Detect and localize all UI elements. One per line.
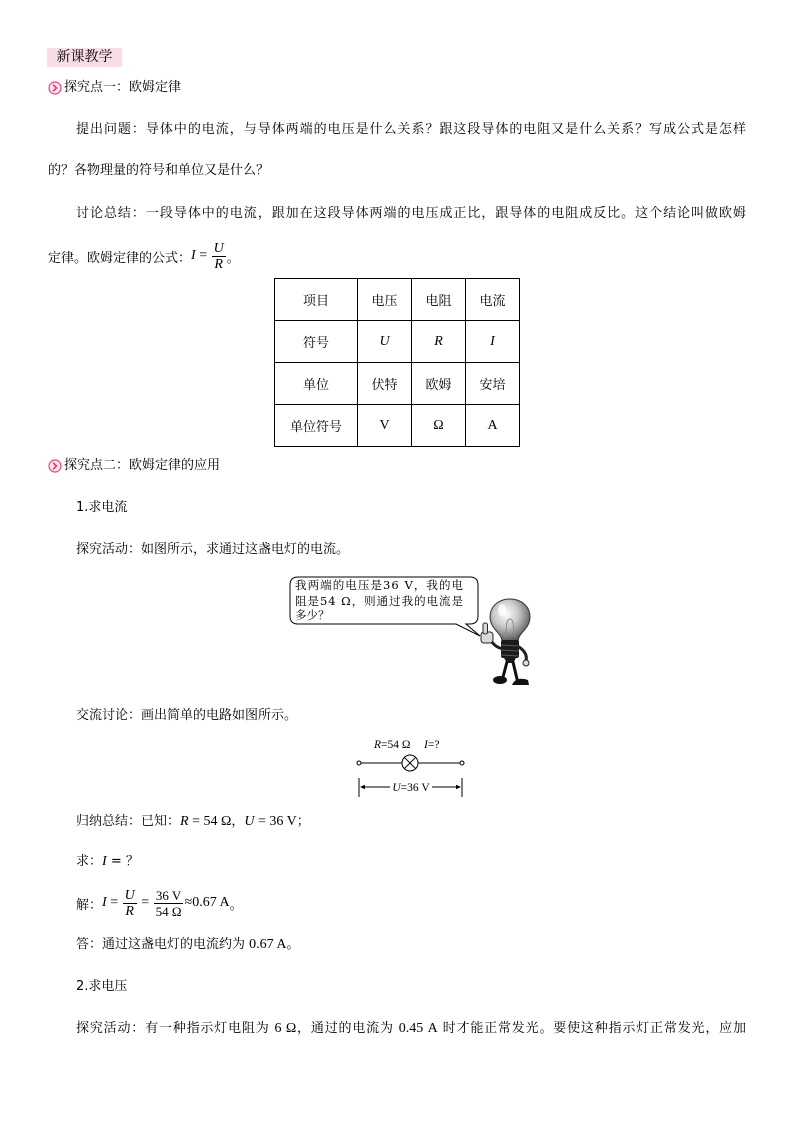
summary-line-2 <box>48 240 240 272</box>
lamp-symbol-icon <box>402 755 418 771</box>
table-header-cell: 电流 <box>466 279 520 321</box>
table-cell: 伏特 <box>358 363 412 405</box>
find-line <box>76 854 139 870</box>
bubble-text-line: 我两端的电压是36 V，我的电 <box>295 578 463 592</box>
mascot-right-shoe <box>512 679 529 685</box>
fraction-denominator: R <box>214 256 223 272</box>
current-symbol: I <box>102 895 107 910</box>
part1-discussion: 交流讨论：画出简单的电路如图所示。 <box>76 708 298 723</box>
table-row <box>275 321 520 363</box>
speaking-bulb-illustration <box>288 575 538 695</box>
answer-prefix: 答：通过这盏电灯的电流约为 <box>76 937 250 952</box>
terminal-dot <box>460 761 464 765</box>
point2-title: 探究点二：欧姆定律的应用 <box>64 458 221 473</box>
question-line-2: 的？各物理量的符号和单位又是什么？ <box>48 163 270 178</box>
activity-text: ，通过的电流为 <box>296 1021 399 1036</box>
bubble-text-line: 阻是54 Ω，则通过我的电流是 <box>295 594 463 608</box>
chevron-circle-icon <box>48 81 62 95</box>
resistance-value: 6 Ω <box>274 1021 297 1036</box>
part2-activity <box>76 1021 746 1037</box>
resistance-symbol: R <box>374 739 382 751</box>
solution-result: ≈0.67 A <box>184 895 230 910</box>
mascot-right-arm <box>519 647 526 661</box>
table-cell: A <box>466 405 520 447</box>
table-cell: 单位符号 <box>275 405 358 447</box>
voltage-label <box>392 782 430 794</box>
section-badge: 新课教学 <box>47 48 122 67</box>
summary-line-2-suffix: 。 <box>226 250 240 266</box>
terminal-dot <box>357 761 361 765</box>
resistance-label <box>373 739 410 751</box>
equals-sign: = <box>106 895 122 910</box>
find-prefix: 求： <box>76 854 103 869</box>
table-cell: V <box>358 405 412 447</box>
table-cell: 符号 <box>275 321 358 363</box>
current-value: 0.45 A <box>398 1021 438 1036</box>
table-cell: I <box>466 321 520 363</box>
fraction-denominator: R <box>125 903 134 919</box>
voltage-value: = 36 V <box>254 814 297 829</box>
current-label <box>423 739 439 751</box>
fraction-numerator: U <box>213 240 224 256</box>
given-separator: ， <box>231 814 245 829</box>
chevron-circle-icon <box>48 459 62 473</box>
ohm-law-fraction <box>212 242 226 271</box>
numeric-fraction <box>154 889 184 918</box>
symbolic-fraction <box>123 889 137 918</box>
solution-suffix: 。 <box>229 897 243 913</box>
current-symbol: I <box>102 854 107 869</box>
formula-current-symbol: I <box>191 248 196 263</box>
table-cell: U <box>358 321 412 363</box>
fraction-numerator: 36 V <box>155 887 182 903</box>
table-row <box>275 405 520 447</box>
question-line-1: 提出问题：导体中的电流，与导体两端的电压是什么关系？跟这段导体的电阻又是什么关系？写成公式是怎样 <box>76 122 746 137</box>
ohm-law-quantities-table <box>274 278 520 447</box>
mascot-left-shoe <box>493 676 507 684</box>
voltage-value: =36 V <box>400 782 430 794</box>
table-header-row <box>275 279 520 321</box>
mascot-right-leg <box>513 662 517 679</box>
activity-text: 探究活动：有一种指示灯电阻为 <box>76 1021 275 1036</box>
marker-circle <box>49 82 61 94</box>
mascot-right-hand <box>523 660 529 666</box>
point1-title: 探究点一：欧姆定律 <box>64 80 182 95</box>
bubble-text-line: 多少？ <box>295 608 330 622</box>
voltage-symbol: U <box>244 814 255 829</box>
arrow-right-icon <box>456 785 461 789</box>
part2-heading: 2.求电压 <box>76 979 128 994</box>
current-symbol: I <box>424 739 428 751</box>
voltage-symbol: U <box>392 782 401 794</box>
solution-prefix: 解： <box>76 897 103 913</box>
table-cell: 欧姆 <box>412 363 466 405</box>
activity-text: 时才能正常发光。要使这种指示灯正常发光，应加 <box>437 1021 746 1036</box>
fraction-denominator: 54 Ω <box>155 903 182 919</box>
formula-equals: = <box>195 248 211 263</box>
table-header-cell: 电阻 <box>412 279 466 321</box>
answer-line <box>76 937 300 953</box>
answer-suffix: 。 <box>286 937 300 952</box>
answer-value: 0.67 A <box>249 937 287 952</box>
mascot-glass-bulb <box>490 599 530 641</box>
table-row <box>275 363 520 405</box>
table-cell: 单位 <box>275 363 358 405</box>
marker-circle <box>49 460 61 472</box>
table-cell: Ω <box>412 405 466 447</box>
part1-heading: 1.求电流 <box>76 500 128 515</box>
part1-activity: 探究活动：如图所示，求通过这盏电灯的电流。 <box>76 542 350 557</box>
table-cell: R <box>412 321 466 363</box>
resistance-value: =54 Ω <box>381 739 411 751</box>
light-bulb-mascot-icon <box>481 599 530 685</box>
arrow-left-icon <box>360 785 365 789</box>
find-rest: = ？ <box>106 854 139 869</box>
circuit-diagram <box>352 733 470 801</box>
mascot-highlight <box>498 604 506 616</box>
table-header-cell: 项目 <box>275 279 358 321</box>
summary-line-1: 讨论总结：一段导体中的电流，跟加在这段导体两端的电压成正比，跟导体的电阻成反比。这个结论叫做欧姆 <box>76 206 746 221</box>
fraction-numerator: U <box>124 887 135 903</box>
thumbs-up-icon <box>481 623 493 643</box>
given-line <box>76 814 310 830</box>
resistance-value: = 54 Ω <box>188 814 232 829</box>
current-value: =? <box>427 739 440 751</box>
solution-line <box>76 888 243 918</box>
table-cell: 安培 <box>466 363 520 405</box>
table-header-cell: 电压 <box>358 279 412 321</box>
equals-sign: = <box>137 895 153 910</box>
mascot-left-leg <box>503 662 507 677</box>
given-prefix: 归纳总结：已知： <box>76 814 181 829</box>
summary-line-2-text: 定律。欧姆定律的公式： <box>48 250 192 266</box>
given-suffix: ； <box>296 814 310 829</box>
resistance-symbol: R <box>180 814 189 829</box>
